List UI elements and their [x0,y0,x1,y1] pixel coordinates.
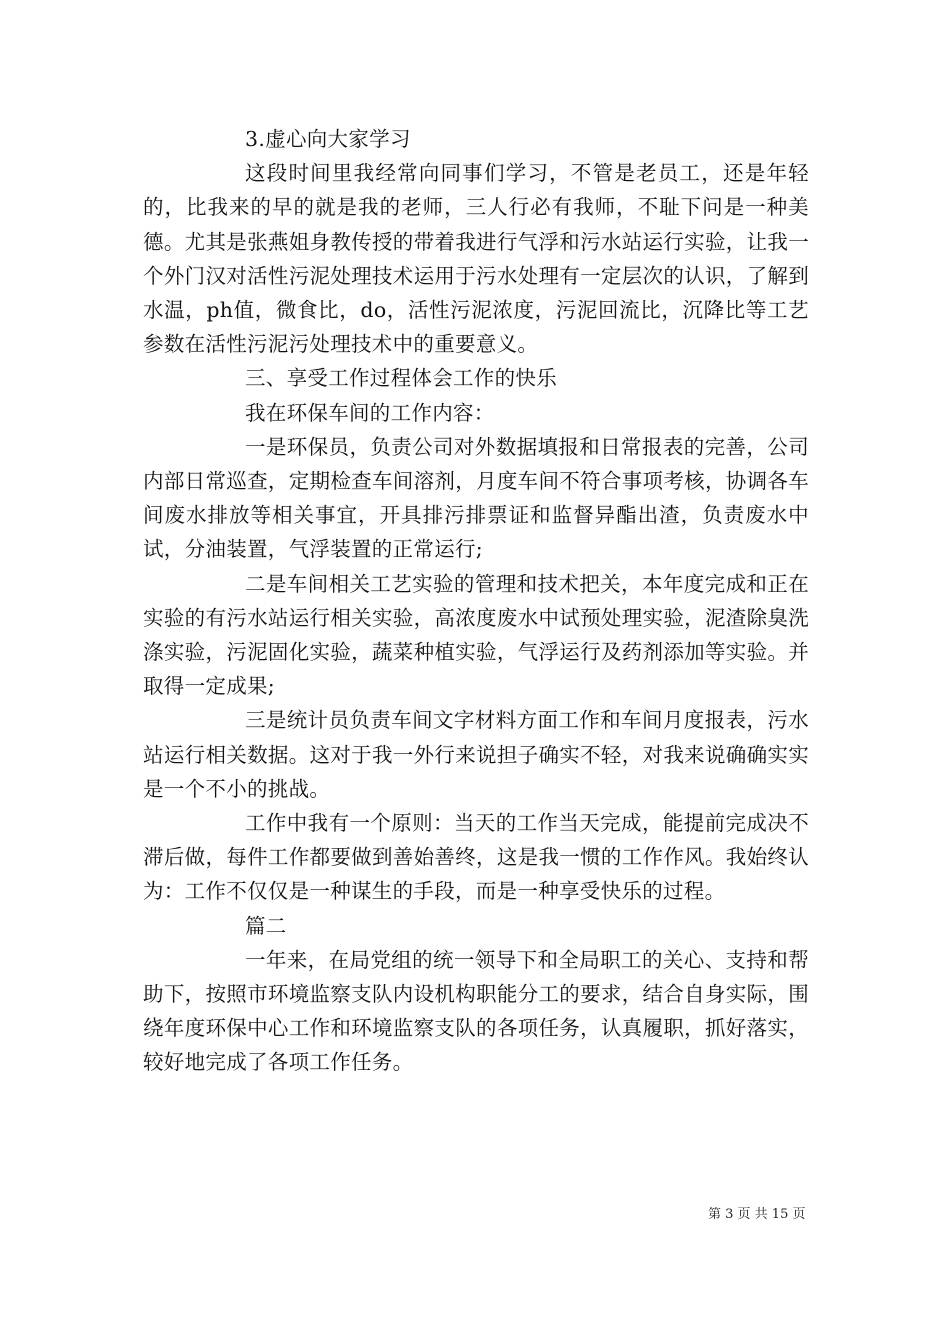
paragraph-duty-three: 三是统计员负责车间文字材料方面工作和车间月度报表，污水站运行相关数据。这对于我一外行来说担子确实不轻，对我来说确确实实是一个不小的挑战。 [143,708,809,801]
paragraph-study-heading: 3.虚心向大家学习 [245,127,411,151]
paragraph-annual-summary: 一年来，在局党组的统一领导下和全局职工的关心、支持和帮助下，按照市环境监察支队内设机构职能分工的要求，结合自身实际，围绕年度环保中心工作和环境监察支队的各项任务，认真履职，抓好落实，较好地完成了各项工作任务。 [143,947,809,1075]
page-number-footer: 第 3 页 共 15 页 [708,1207,806,1222]
paragraph-duty-two: 二是车间相关工艺实验的管理和技术把关，本年度完成和正在实验的有污水站运行相关实验，高浓度废水中试预处理实验，泥渣除臭洗涤实验，污泥固化实验，蔬菜种植实验，气浮运行及药剂添加等实验。并取得一定成果; [143,571,809,699]
paragraph-learning-from-colleagues: 这段时间里我经常向同事们学习，不管是老员工，还是年轻的，比我来的早的就是我的老师，三人行必有我师，不耻下问是一种美德。尤其是张燕姐身教传授的带着我进行气浮和污水站运行实验，让我一个外门汉对活性污泥处理技术运用于污水处理有一定层次的认识，了解到水温，ph值，微食比，do，活性污泥浓度，污泥回流比，沉降比等工艺参数在活性污泥污处理技术中的重要意义。 [143,161,809,357]
paragraph-work-principle: 工作中我有一个原则：当天的工作当天完成，能提前完成决不滞后做，每件工作都要做到善始善终，这是我一惯的工作作风。我始终认为：工作不仅仅是一种谋生的手段，而是一种享受快乐的过程。 [143,811,809,904]
paragraph-duty-one: 一是环保员，负责公司对外数据填报和日常报表的完善，公司内部日常巡查，定期检查车间溶剂，月度车间不符合事项考核，协调各车间废水排放等相关事宜，开具排污排票证和监督异酯出渣，负责废水中试，分油装置，气浮装置的正常运行; [143,434,809,562]
paragraph-work-content-intro: 我在环保车间的工作内容： [245,400,495,425]
paragraph-part-two-heading: 篇二 [245,913,287,938]
document-body [143,122,809,1080]
paragraph-section-three-heading: 三、享受工作过程体会工作的快乐 [245,366,557,391]
